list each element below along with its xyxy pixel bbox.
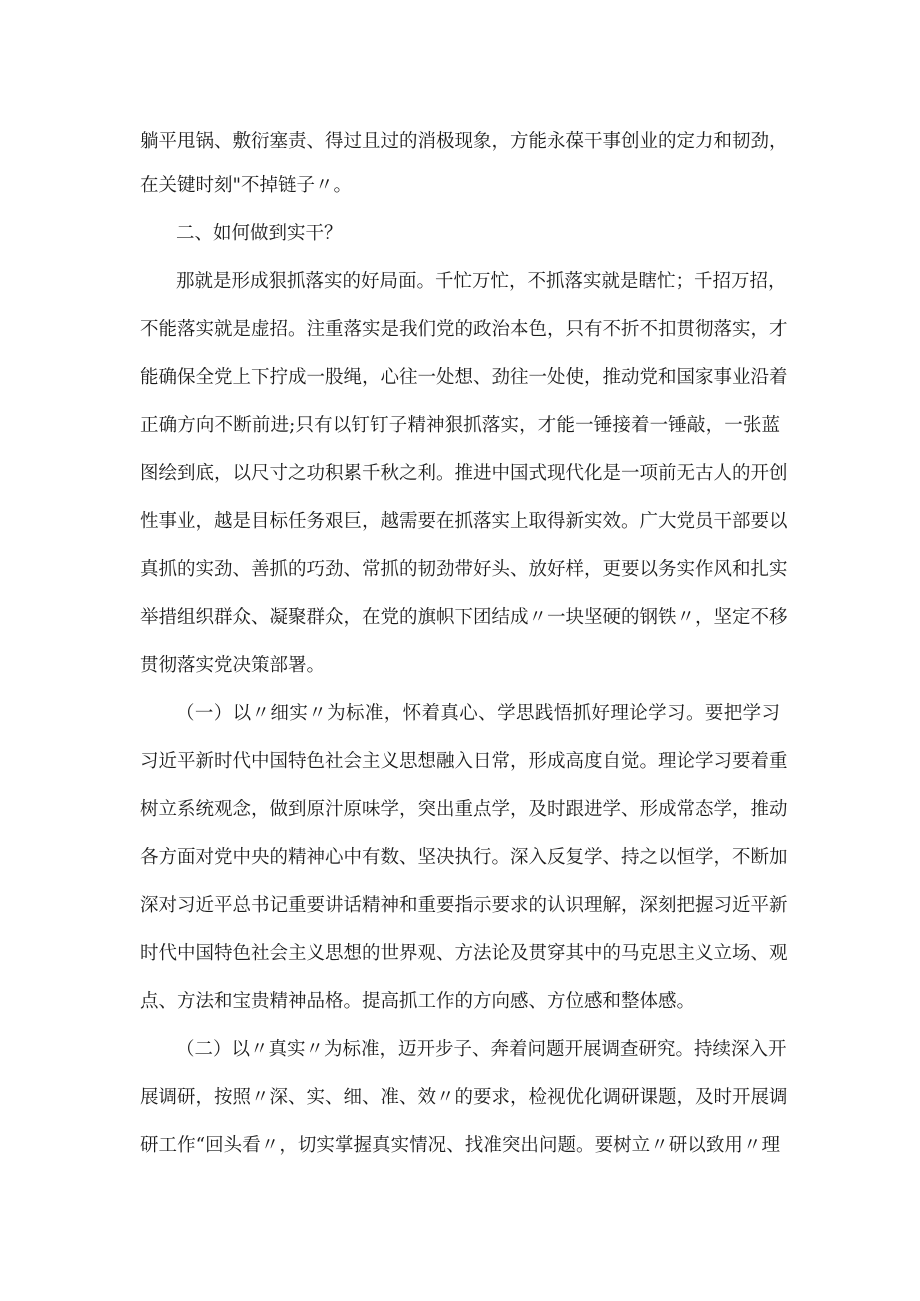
section-heading: 二、如何做到实干？ xyxy=(176,223,343,244)
text-line: 性事业，越是目标任务艰巨，越需要在抓落实上取得新实效。广大党员干部要以 xyxy=(140,511,788,532)
text-line: 举措组织群众、凝聚群众，在党的旗帜下团结成〃一块坚硬的钢铁〃，坚定不移 xyxy=(140,607,788,628)
subsection-heading: （二）以〃真实〃为标准，迈开步子、奔着问题开展调查研究。持续深入开 xyxy=(176,1039,787,1060)
text-line: 在关键时刻"不掉链子〃。 xyxy=(140,175,353,196)
text-line: 躺平甩锅、敷衍塞责、得过且过的消极现象，方能永葆干事创业的定力和韧劲， xyxy=(140,131,788,152)
text-line: 深对习近平总书记重要讲话精神和重要指示要求的认识理解，深刻把握习近平新 xyxy=(140,895,788,916)
text-line: 不能落实就是虚招。注重落实是我们党的政治本色，只有不折不扣贯彻落实，才 xyxy=(140,319,788,340)
text-line: 各方面对党中央的精神心中有数、坚决执行。深入反复学、持之以恒学，不断加 xyxy=(140,847,788,868)
text-line: 树立系统观念，做到原汁原味学，突出重点学，及时跟进学、形成常态学，推动 xyxy=(140,799,788,820)
text-line: 图绘到底，以尺寸之功积累千秋之利。推进中国式现代化是一项前无古人的开创 xyxy=(140,463,788,484)
text-line: 点、方法和宝贵精神品格。提高抓工作的方向感、方位感和整体感。 xyxy=(140,991,696,1012)
text-line: 正确方向不断前进;只有以钉钉子精神狠抓落实，才能一锤接着一锤敲，一张蓝 xyxy=(140,415,780,436)
text-line: 习近平新时代中国特色社会主义思想融入日常，形成高度自觉。理论学习要着重 xyxy=(140,751,788,772)
text-line: 真抓的实劲、善抓的巧劲、常抓的韧劲带好头、放好样，更要以务实作风和扎实 xyxy=(140,559,788,580)
text-line: 能确保全党上下拧成一股绳，心往一处想、劲往一处使，推动党和国家事业沿着 xyxy=(140,367,788,388)
text-line: 时代中国特色社会主义思想的世界观、方法论及贯穿其中的马克思主义立场、观 xyxy=(140,943,788,964)
text-line: 贯彻落实党决策部署。 xyxy=(140,655,326,676)
text-line: 研工作“回头看〃，切实掌握真实情况、找准突出问题。要树立〃研以致用〃理 xyxy=(140,1135,780,1156)
subsection-heading: （一）以〃细实〃为标准，怀着真心、学思践悟抓好理论学习。要把学习 xyxy=(176,703,780,724)
text-line: 那就是形成狠抓落实的好局面。千忙万忙，不抓落实就是瞎忙；千招万招， xyxy=(176,271,787,292)
text-line: 展调研，按照〃深、实、细、准、效〃的要求，检视优化调研课题，及时开展调 xyxy=(140,1087,788,1108)
